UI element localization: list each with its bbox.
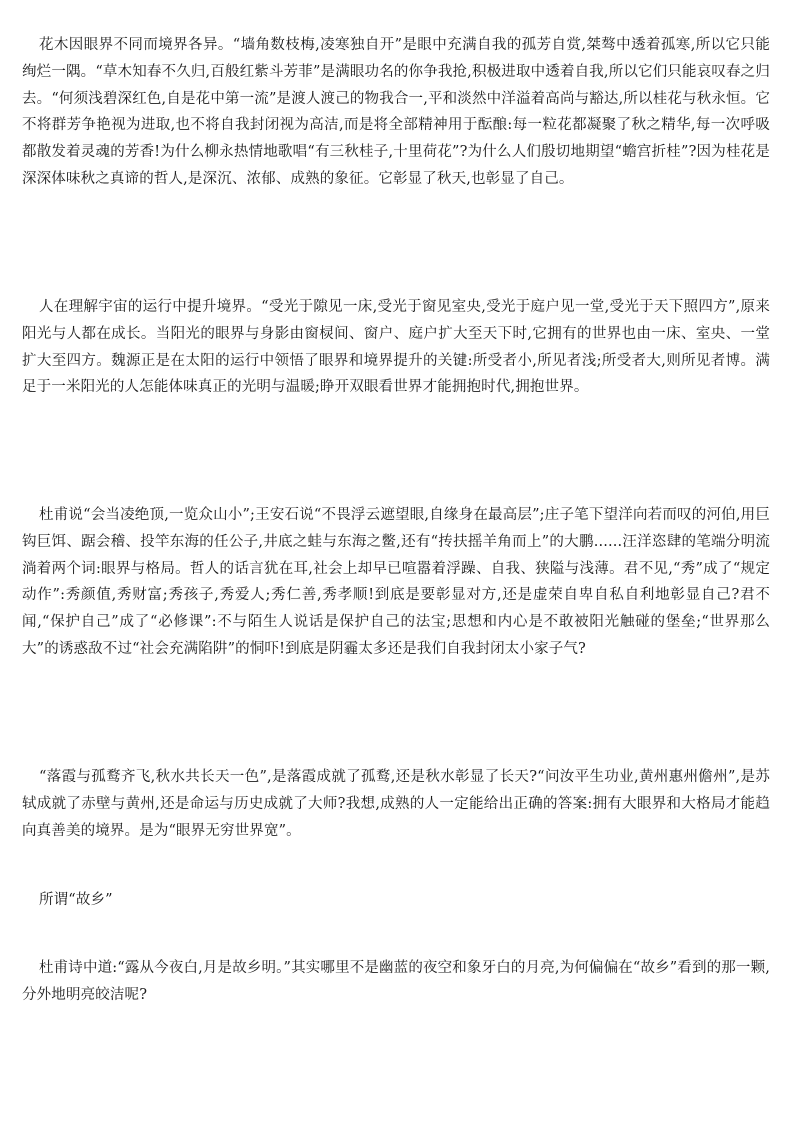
paragraph-sunlight-horizon: 人在理解宇宙的运行中提升境界。“受光于隙见一床,受光于窗见室央,受光于庭户见一堂,受光于天下照四方”,原来阳光与人都在成长。当阳光的眼界与身影由窗棂间、窗户、庭户扩大至天下时,它拥有的世界也由一床、室央、一堂扩大至四方。魏源正是在太阳的运行中领悟了眼界和境界提升的关键:所受者小,所见者浅;所受者大,则所见者博。满足于一米阳光的人怎能体味真正的光明与温暖;睁开双眼看世界才能拥抱时代,拥抱世界。 [22, 299, 770, 396]
section-heading-hometown: 所谓“故乡” [39, 892, 113, 908]
paragraph-vision-and-pattern: 杜甫说“会当凌绝顶,一览众山小”;王安石说“不畏浮云遮望眼,自缘身在最高层”;庄子笔下望洋向若而叹的河伯,用巨钩巨饵、踞会稽、投竿东海的任公子,井底之蛙与东海之鳖,还有“抟扶摇羊角而上”的大鹏......汪洋恣肆的笔端分明流淌着两个词:眼界与格局。哲人的话言犹在耳,社会上却早已喧嚣着浮躁、自我、狭隘与浅薄。君不见,“秀”成了“规定动作”:秀颜值,秀财富;秀孩子,秀爱人;秀仁善,秀孝顺!到底是要彰显对方,还是虚荣自卑自私自利地彰显自己?君不闻,“保护自己”成了“必修课”:不与陌生人说话是保护自己的法宝;思想和内心是不敢被阳光触碰的堡垒;“世界那么大”的诱惑敌不过“社会充满陷阱”的恫吓!到底是阴霾太多还是我们自我封闭太小家子气? [22, 507, 770, 657]
paragraph-hometown-moon: 杜甫诗中道:“露从今夜白,月是故乡明。”其实哪里不是幽蓝的夜空和象牙白的月亮,为何偏偏在“故乡”看到的那一颗,分外地明亮皎洁呢? [22, 960, 770, 1003]
paragraph-conclusion: “落霞与孤鹜齐飞,秋水共长天一色”,是落霞成就了孤鹜,还是秋水彰显了长天?“问汝平生功业,黄州惠州儋州”,是苏轼成就了赤壁与黄州,还是命运与历史成就了大师?我想,成熟的人一定能给出正确的答案:拥有大眼界和大格局才能趋向真善美的境界。是为“眼界无穷世界宽”。 [22, 769, 770, 839]
paragraph-osmanthus: 花木因眼界不同而境界各异。“墙角数枝梅,凌寒独自开”是眼中充满自我的孤芳自赏,桀骜中透着孤寒,所以它只能绚烂一隅。“草木知春不久归,百般红紫斗芳菲”是满眼功名的你争我抢,积极进取中透着自我,所以它们只能哀叹春之归去。“何须浅碧深红色,自是花中第一流”是渡人渡己的物我合一,平和淡然中洋溢着高尚与豁达,所以桂花与秋永恒。它不将群芳争艳视为进取,也不将自我封闭视为高洁,而是将全部精神用于酝酿:每一粒花都凝聚了秋之精华,每一次呼吸都散发着灵魂的芳香!为什么柳永热情地歌唱“有三秋桂子,十里荷花”?为什么人们殷切地期望“蟾宫折桂”?因为桂花是深深体味秋之真谛的哲人,是深沉、浓郁、成熟的象征。它彰显了秋天,也彰显了自己。 [22, 37, 770, 187]
